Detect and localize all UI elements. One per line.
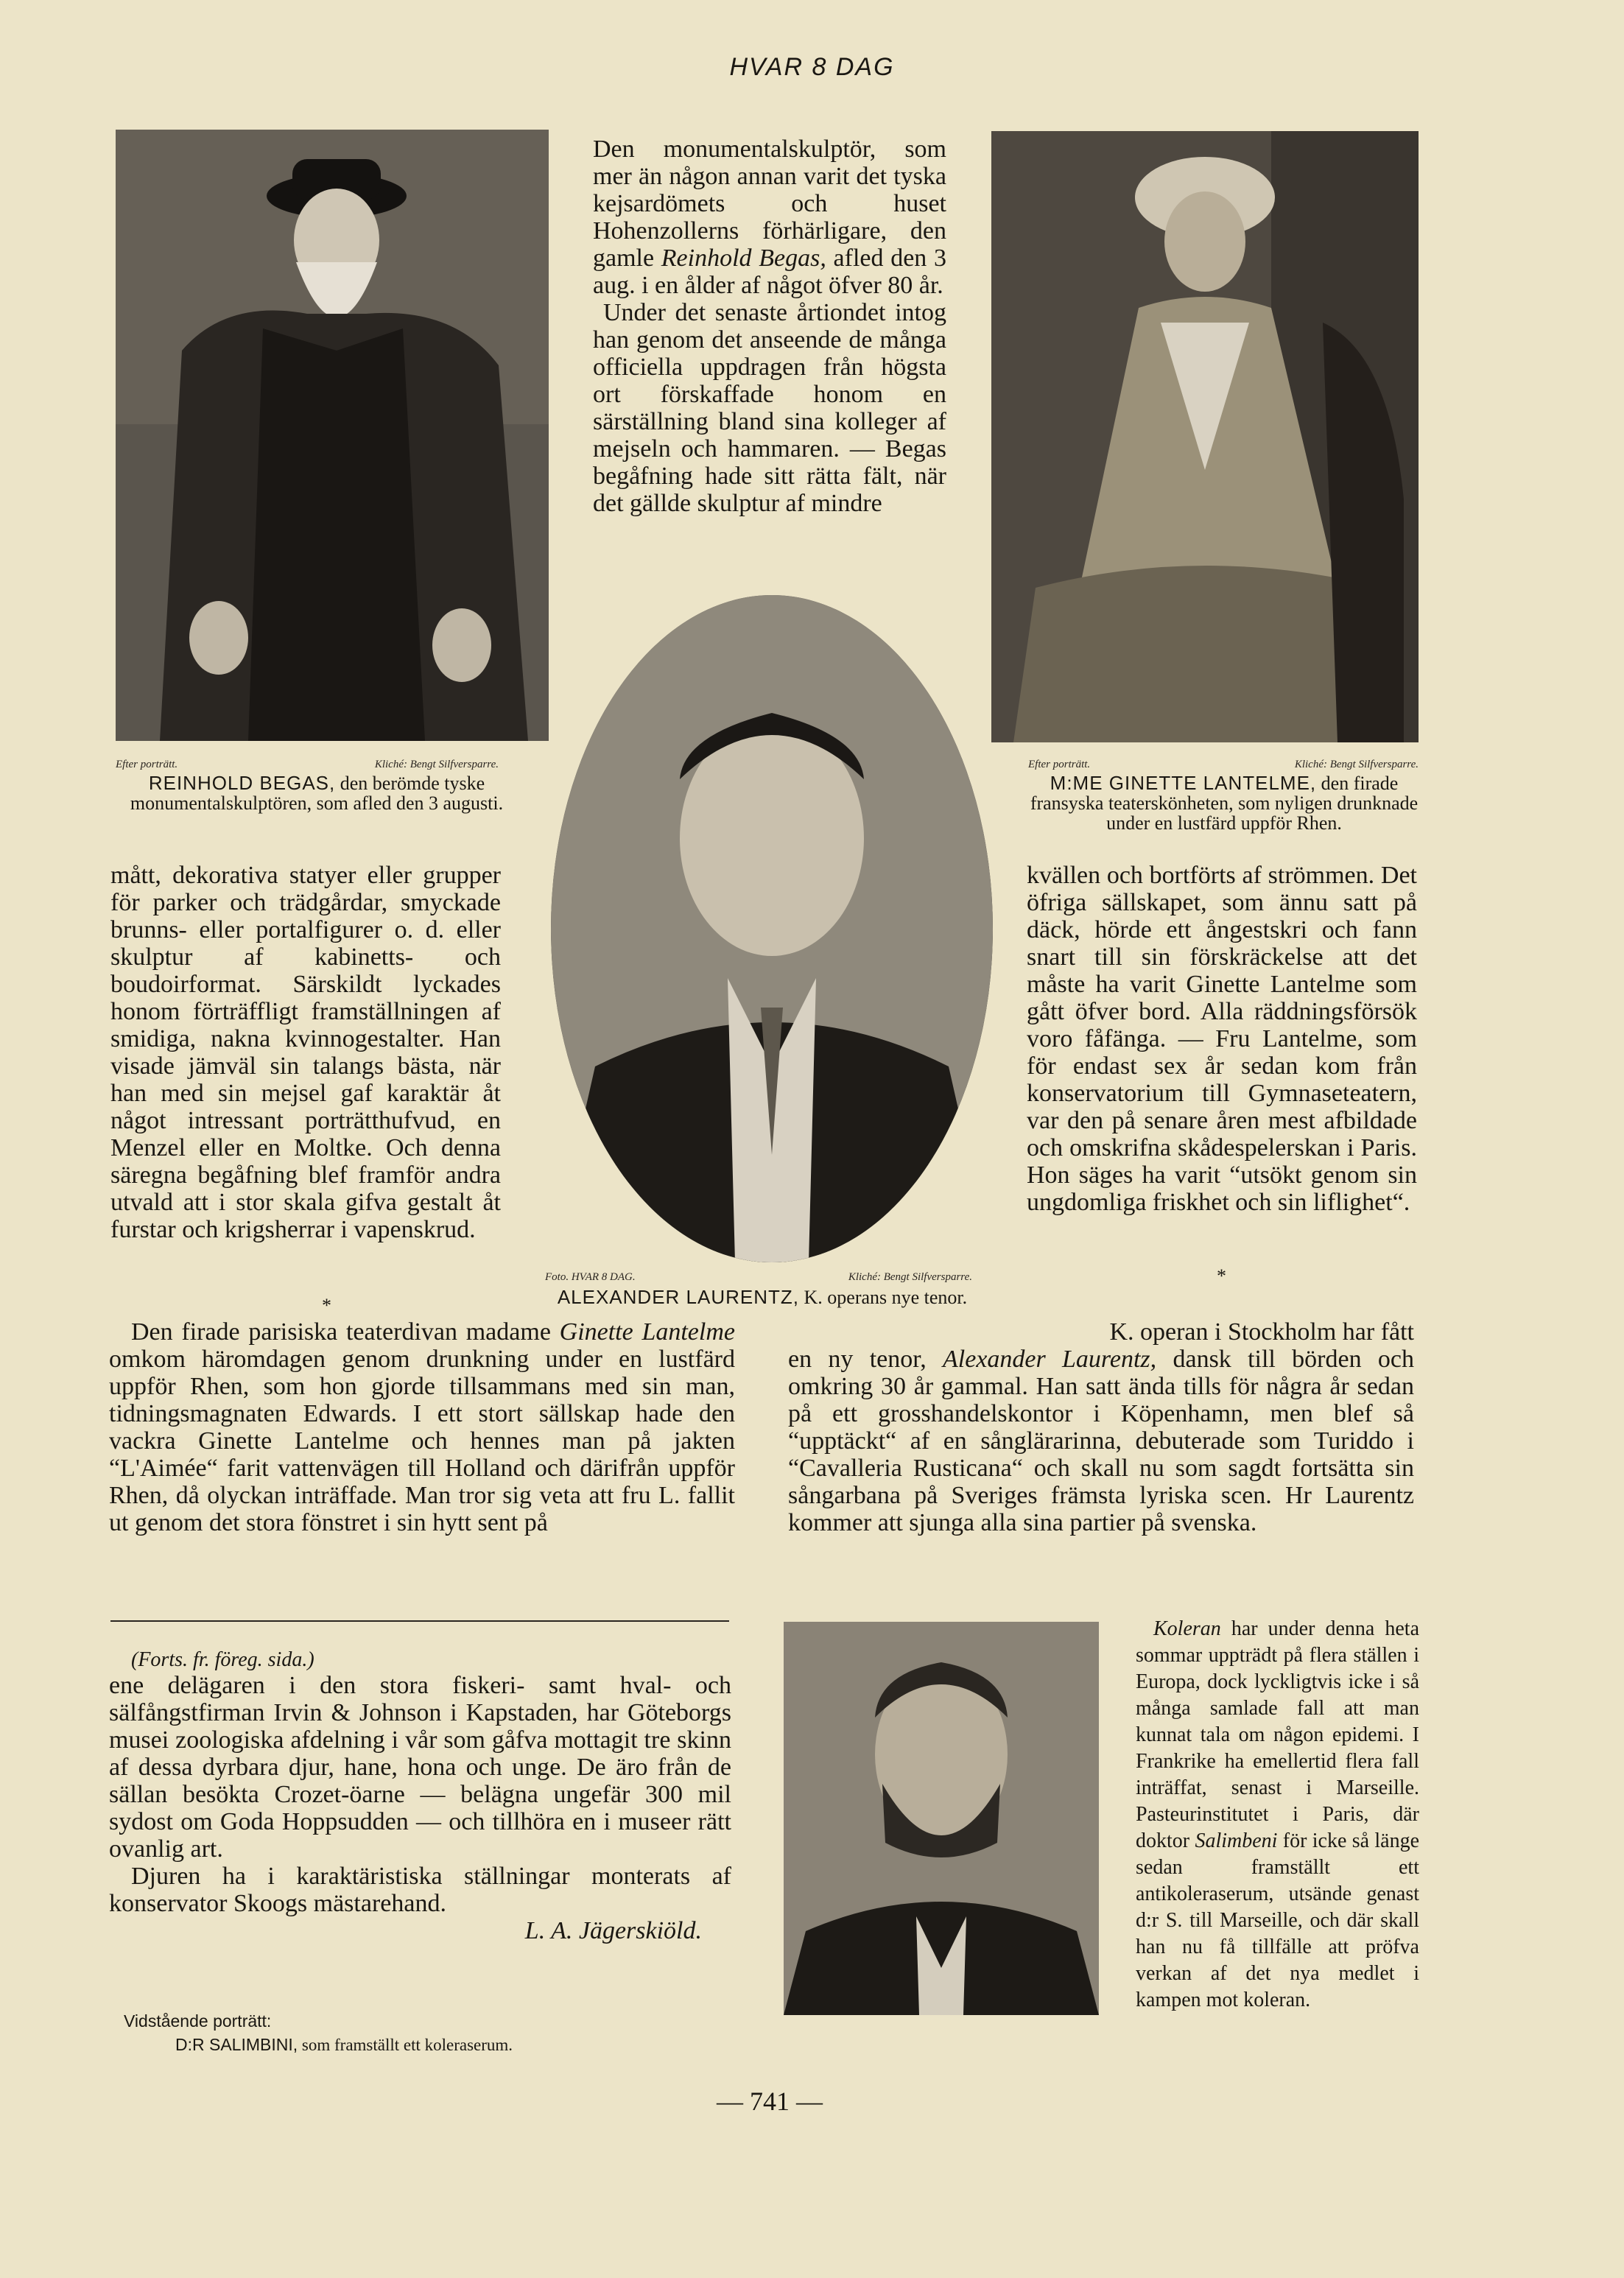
begas-article-intro: Den monumentalskulptör, som mer än någon annan varit det tyska kejsardömets och huset Hohenzollerns förhärligare, den gamle Reinhold Begas, afled den 3 aug. i en ålder af något öfver 80 år. Under det senaste årtiondet intog han genom det anseende de många officiella uppdragen från högsta ort förskaffade honom en särställning bland sina kolleger af mejseln och hammaren. — Begas begåfning hade sitt rätta fält, när det gällde skulptur af mindre [593,136,947,517]
divider-rule [110,1620,729,1622]
photo-alexander-laurentz [551,595,993,1262]
page-header [0,53,1624,82]
signature: L. A. Jägerskiöld. [524,1917,702,1944]
lantelme-article-continued: kvällen och bortförts af strömmen. Det öfriga sällskapet, som ännu satt på däck, hörde ett ångestskri och fann snart till sin förskräckelse att det måste ha varit Ginette Lantelme som gått öfver bord. Alla räddningsförsök voro fåfänga. — Fru Lantelme, som för endast sex år sedan kom från konservatorium till Gymnaseteatern, var den på senare åren mest afbildade och omskrifna skådespelerskan i Paris. Hon säges ha varit “utsökt genom sin ungdomliga friskhet och sin liflighet“. [1027,862,1417,1216]
cholera-article: Koleran har under denna heta sommar uppträdt på flera ställen i Europa, dock lyckligtvis icke i så många samlade fall att man kunnat tala om någon epidemi. I Frankrike ha emellertid flera fall inträffat, senast i Marseille. Pasteurinstitutet i Paris, där doktor Salimbeni för icke så länge sedan framställt ett antikoleraserum, utsände genast d:r S. till Marseille, och där skall han nu få tillfälle att pröfva verkan af det nya medlet i kampen mot koleran. [1136,1617,1419,2011]
vidstaende-caption: Vidstående porträtt: D:R SALIMBINI, som framställt ett koleraserum. [124,2011,513,2054]
photo-dr-salimbeni [784,1622,1099,2015]
continued-note: (Forts. fr. föreg. sida.) [131,1648,314,1671]
credit-laurentz: Foto. HVAR 8 DAG. Kliché: Bengt Silfversparre. [545,1271,972,1283]
caption-lantelme: M:ME GINETTE LANTELME, den firade fransyska teaterskönheten, som nyligen drunknade under en lustfärd uppför Rhen. [1030,772,1419,834]
laurentz-article: K. operan i Stockholm har fått en ny tenor, Alexander Laurentz, dansk till börden och omkring 30 år gammal. Han satt ända tills för några år sedan på ett grosshandelskontor i Köpenhamn, men blef så “upptäckt“ af en sånglärarinna, debuterade som Turiddo i “Cavalleria Rusticana“ och skall nu som sagdt fortsätta sin sångarbana på Sveriges främsta lyriska scen. Hr Laurentz kommer att sjunga alla sina partier på svenska. [788,1318,1414,1536]
page-number: — 741 — [717,2087,823,2116]
section-separator: * [1217,1265,1226,1287]
caption-laurentz: ALEXANDER LAURENTZ, K. operans nye tenor. [557,1286,968,1308]
continued-article [109,1648,731,1944]
lantelme-article: Den firade parisiska teaterdivan madame Ginette Lantelme omkom häromdagen genom drunkning under en lustfärd uppför Rhen, som hon gjorde tillsammans med sin man, tidningsmagnaten Edwards. I ett stort sällskap hade den vackra Ginette Lantelme och hennes man på jakten “L'Aimée“ farit vattenvägen till Holland och därifrån uppför Rhen, då olyckan inträffade. Man tror sig veta att fru L. fallit ut genom det stora fönstret i sin hytt sent på [109,1318,735,1536]
magazine-title: HVAR 8 DAG [729,53,895,81]
credit-lantelme: Efter porträtt. Kliché: Bengt Silfversparre. [1028,759,1419,770]
photo-reinhold-begas [116,130,549,741]
caption-begas: REINHOLD BEGAS, den berömde tyske monumentalskulptören, som afled den 3 augusti. [130,772,504,814]
section-separator: * [322,1295,331,1316]
continued-body: ene delägaren i den stora fiskeri- samt hval- och sälfångstfirman Irvin & Johnson i Kapstaden, har Göteborgs musei zoologiska afdelning i vår som gåfva mottagit tre skinn af dessa dyrbara djur, hane, hona och unge. De äro från de sällan besökta Crozet-öarne — belägna ungefär 300 mil sydost om Goda Hoppsudden — och tillhöra en i museer rätt ovanlig art. Djuren ha i karaktäristiska ställningar monterats af konservator Skoogs mästarehand. L. A. Jägerskiöld. [109,1672,731,1944]
photo-ginette-lantelme [991,131,1419,742]
begas-article-continued: mått, dekorativa statyer eller grupper för parker och trädgårdar, smyckade brunns- eller portalfigurer o. d. eller skulptur af kabinetts- och boudoirformat. Särskildt lyckades honom förträffligt framställningen af smidiga, nakna kvinnogestalter. Han visade jämväl sin talangs bästa, när han med sin mejsel gaf karaktär åt något intressant porträtthufvud, en Menzel eller en Moltke. Och denna säregna begåfning blef framför andra utvald att i stor skala gifva gestalt åt furstar och krigsherrar i vapenskrud. [110,862,501,1243]
credit-begas: Efter porträtt. Kliché: Bengt Silfversparre. [116,759,499,770]
